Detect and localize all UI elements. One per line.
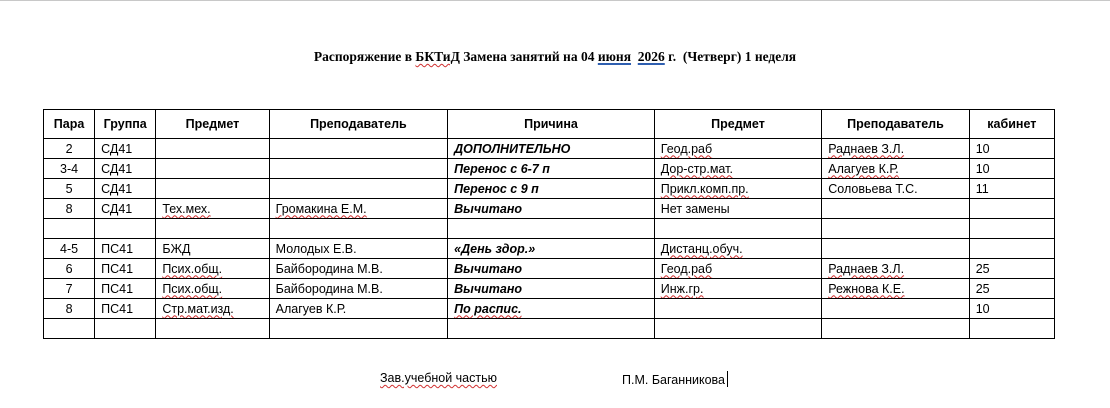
table-cell	[654, 199, 821, 219]
table-cell	[969, 279, 1054, 299]
table-cell	[448, 159, 655, 179]
cell-text: Вычитано	[454, 201, 523, 216]
header-cell: Группа	[95, 110, 156, 139]
table-cell	[969, 159, 1054, 179]
table-cell	[156, 319, 269, 339]
cell-text: ДОПОЛНИТЕЛЬНО	[454, 141, 571, 156]
header-cell: кабинет	[969, 110, 1054, 139]
table-row	[44, 179, 1055, 199]
cell-text: 2	[65, 141, 73, 156]
table-row	[44, 199, 1055, 219]
table-cell	[95, 139, 156, 159]
table-row	[44, 219, 1055, 239]
cell-text: Перенос с 9 п	[454, 181, 539, 196]
cell-text: ПС41	[101, 261, 134, 276]
cell-text: Раднаев З.Л.	[828, 261, 905, 276]
header-cell: Предмет	[654, 110, 821, 139]
title-month: июня	[597, 49, 632, 64]
table-row	[44, 279, 1055, 299]
table-cell	[269, 239, 448, 259]
cell-text: Вычитано	[454, 261, 523, 276]
footer-signature	[622, 371, 728, 387]
cell-text: Перенос с 6-7 п	[454, 161, 550, 176]
table-cell	[156, 279, 269, 299]
cell-text: Байбородина М.В.	[275, 261, 383, 276]
cell-text: Нет замены	[660, 201, 730, 216]
table-cell	[448, 179, 655, 199]
table-cell	[44, 159, 95, 179]
table-cell	[822, 279, 969, 299]
header-cell: Пара	[44, 110, 95, 139]
cell-text: «День здор.»	[454, 241, 536, 256]
table-row	[44, 159, 1055, 179]
cell-text: Геод.раб	[660, 261, 713, 276]
table-cell	[269, 219, 448, 239]
title-space	[631, 49, 638, 64]
table-cell	[44, 299, 95, 319]
table-cell	[654, 139, 821, 159]
cell-text: Байбородина М.В.	[275, 281, 383, 296]
title-part2: Замена занятий на 04	[459, 49, 598, 64]
table-cell	[156, 139, 269, 159]
cell-text: ПС41	[101, 301, 134, 316]
table-row	[44, 139, 1055, 159]
table-cell	[822, 219, 969, 239]
table-row	[44, 259, 1055, 279]
table-cell	[44, 279, 95, 299]
table-cell	[95, 319, 156, 339]
table-cell	[969, 239, 1054, 259]
cell-text: Алагуев К.Р.	[275, 301, 347, 316]
table-cell	[95, 159, 156, 179]
table-row	[44, 239, 1055, 259]
page-top-border	[0, 0, 1110, 1]
table-cell	[822, 239, 969, 259]
table-cell	[269, 279, 448, 299]
cell-text: 7	[65, 281, 73, 296]
cell-text: СД41	[101, 161, 133, 176]
table-cell	[95, 219, 156, 239]
table-cell	[269, 179, 448, 199]
table-cell	[95, 279, 156, 299]
table-cell	[156, 219, 269, 239]
table-cell	[448, 199, 655, 219]
table-cell	[95, 259, 156, 279]
footer-name: П.М. Баганникова	[622, 373, 726, 387]
title-org: БКТиД	[415, 49, 460, 64]
table-cell	[95, 299, 156, 319]
table-cell	[969, 179, 1054, 199]
table-cell	[654, 179, 821, 199]
table-cell	[448, 239, 655, 259]
footer-position	[380, 371, 497, 385]
title-part3: г. (Четверг) 1 неделя	[664, 49, 797, 64]
table-cell	[822, 259, 969, 279]
table-cell	[822, 299, 969, 319]
header-cell: Причина	[448, 110, 655, 139]
table-cell	[654, 299, 821, 319]
table-cell	[269, 159, 448, 179]
header-cell: Преподаватель	[822, 110, 969, 139]
cell-text: 5	[65, 181, 73, 196]
cell-text: 25	[975, 261, 990, 276]
cell-text: 8	[65, 301, 73, 316]
cell-text: Режнова К.Е.	[828, 281, 905, 296]
cell-text: Инж.гр.	[660, 281, 704, 296]
table-cell	[156, 159, 269, 179]
title-part1: Распоряжение в	[313, 49, 416, 64]
table-cell	[822, 179, 969, 199]
table-cell	[822, 139, 969, 159]
cell-text: Громакина Е.М.	[275, 201, 367, 216]
table-cell	[44, 319, 95, 339]
cell-text: Дистанц.обуч.	[660, 241, 743, 256]
cell-text: БЖД	[162, 241, 191, 256]
table-cell	[822, 159, 969, 179]
cell-text: 25	[975, 281, 990, 296]
cell-text: Соловьева Т.С.	[828, 181, 918, 196]
table-cell	[969, 139, 1054, 159]
cell-text: Дор-стр.мат.	[660, 161, 733, 176]
table-cell	[822, 319, 969, 339]
table-cell	[654, 239, 821, 259]
table-cell	[654, 259, 821, 279]
schedule-table	[43, 109, 1055, 339]
cell-text: По распис.	[454, 301, 522, 316]
cell-text: СД41	[101, 141, 133, 156]
cell-text: Псих.общ.	[162, 261, 223, 276]
header-cell: Предмет	[156, 110, 269, 139]
table-cell	[448, 299, 655, 319]
table-cell	[969, 259, 1054, 279]
cell-text: СД41	[101, 181, 133, 196]
cell-text: 11	[975, 181, 989, 196]
table-header-row	[44, 110, 1055, 139]
cell-text: СД41	[101, 201, 133, 216]
table-cell	[156, 179, 269, 199]
table-cell	[969, 219, 1054, 239]
cell-text: Стр.мат.изд.	[162, 301, 234, 316]
table-cell	[448, 219, 655, 239]
cell-text: 6	[65, 261, 73, 276]
cell-text: Алагуев К.Р.	[828, 161, 899, 176]
cell-text: Молодых Е.В.	[275, 241, 357, 256]
table-cell	[654, 219, 821, 239]
cell-text: Геод.раб	[660, 141, 713, 156]
cell-text: ПС41	[101, 241, 134, 256]
table-cell	[44, 259, 95, 279]
table-cell	[156, 299, 269, 319]
title-year: 2026	[637, 49, 665, 64]
table-cell	[448, 259, 655, 279]
table-cell	[156, 259, 269, 279]
cell-text: Псих.общ.	[162, 281, 223, 296]
table-cell	[654, 159, 821, 179]
table-cell	[95, 199, 156, 219]
cell-text: 10	[975, 161, 990, 176]
table-cell	[969, 199, 1054, 219]
table-cell	[269, 259, 448, 279]
text-cursor	[727, 371, 728, 387]
table-cell	[654, 279, 821, 299]
table-cell	[269, 319, 448, 339]
footer-position-text: Зав.учебной частью	[380, 371, 497, 385]
header-cell: Преподаватель	[269, 110, 448, 139]
cell-text: Раднаев З.Л.	[828, 141, 905, 156]
cell-text: 4-5	[60, 241, 79, 256]
table-cell	[44, 139, 95, 159]
table-cell	[654, 319, 821, 339]
cell-text: ПС41	[101, 281, 134, 296]
table-cell	[44, 239, 95, 259]
table-row	[44, 299, 1055, 319]
cell-text: Вычитано	[454, 281, 523, 296]
table-cell	[44, 219, 95, 239]
cell-text: Прикл.комп.пр.	[660, 181, 749, 196]
table-cell	[822, 199, 969, 219]
document-title	[0, 49, 1110, 65]
table-cell	[95, 239, 156, 259]
table-cell	[95, 179, 156, 199]
table-cell	[156, 239, 269, 259]
cell-text: 10	[975, 301, 990, 316]
table-row	[44, 319, 1055, 339]
cell-text: 3-4	[60, 161, 79, 176]
table-cell	[448, 279, 655, 299]
cell-text: 8	[65, 201, 73, 216]
table-cell	[448, 139, 655, 159]
table-cell	[44, 199, 95, 219]
table-cell	[156, 199, 269, 219]
table-cell	[44, 179, 95, 199]
table-cell	[969, 299, 1054, 319]
table-cell	[448, 319, 655, 339]
cell-text: Тех.мех.	[162, 201, 211, 216]
table-cell	[269, 299, 448, 319]
table-cell	[269, 199, 448, 219]
table-cell	[969, 319, 1054, 339]
cell-text: 10	[975, 141, 990, 156]
table-cell	[269, 139, 448, 159]
